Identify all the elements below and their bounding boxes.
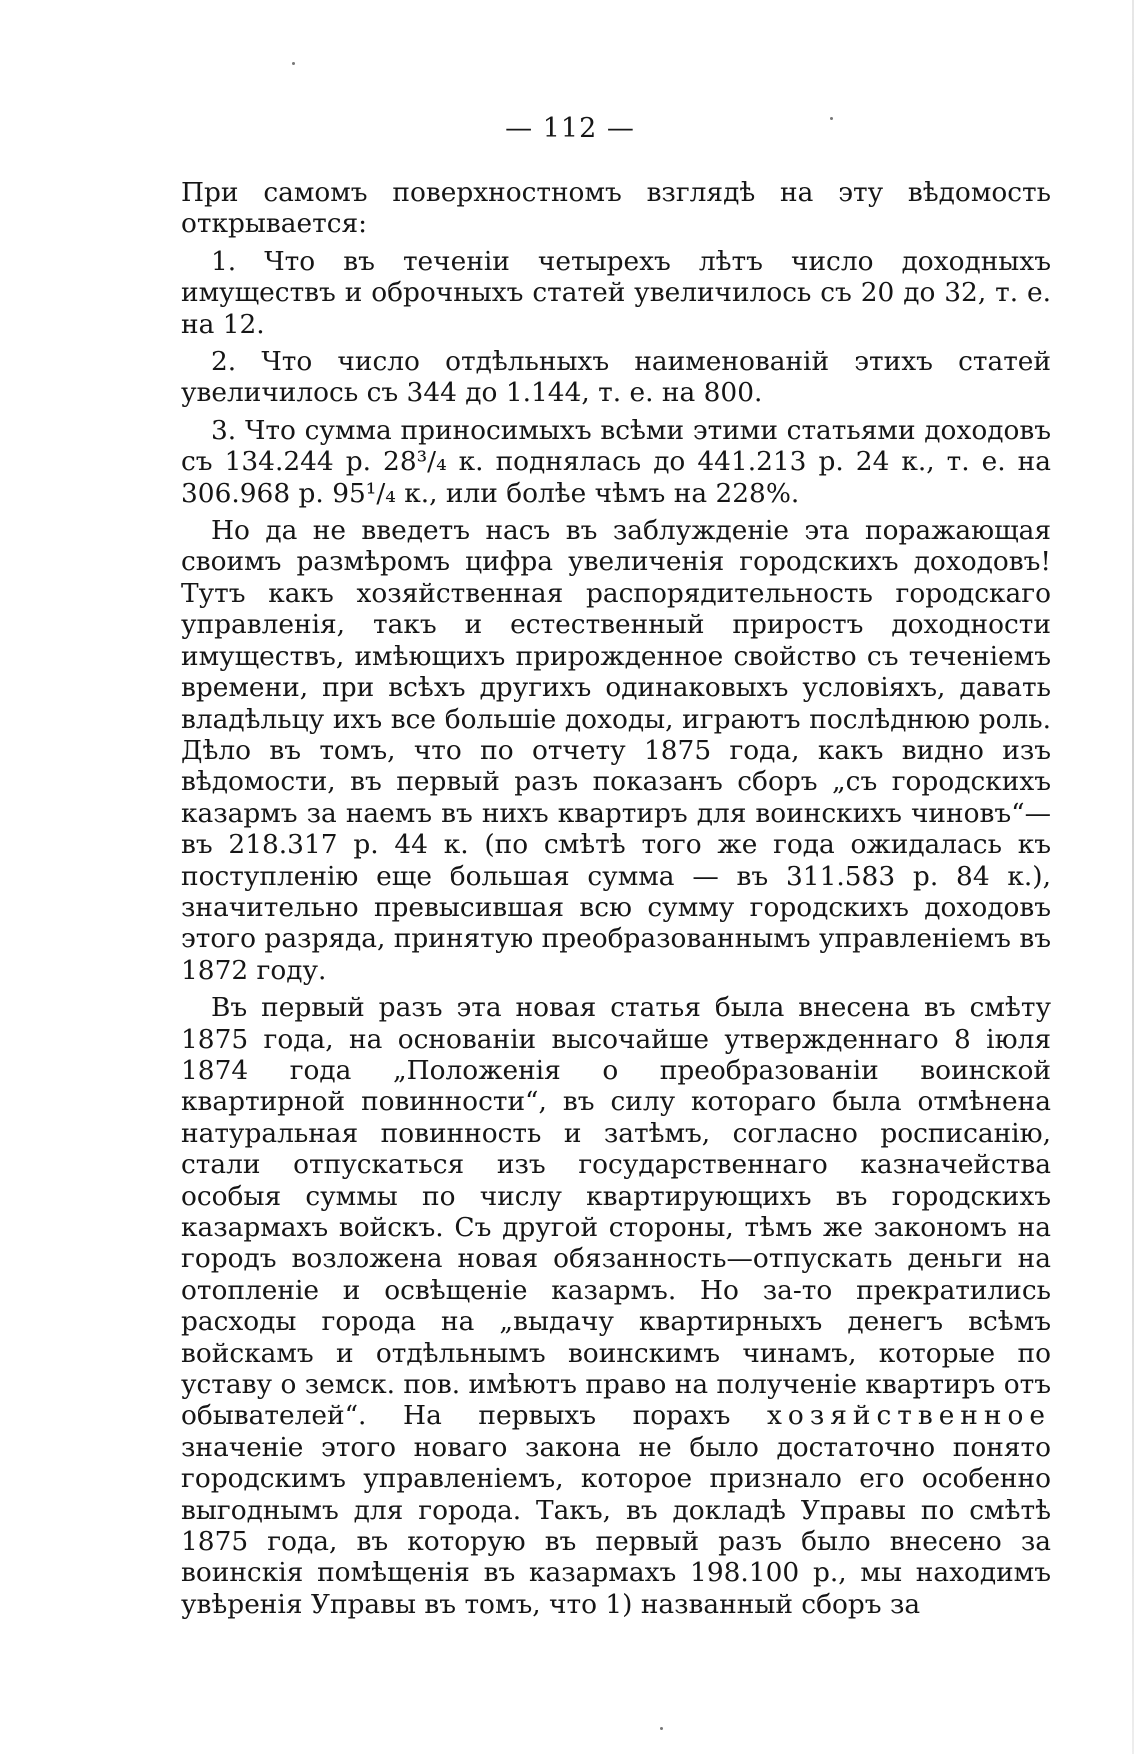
scan-edge-line [1132, 0, 1134, 1754]
paragraph-text: Въ первый разъ эта новая статья была внесена въ смѣту 1875 года, на основаніи высочайше утвержденнаго 8 іюля 1874 года „Положенія о преобразованіи воинской квартирной повинности“, въ силу котораго была отмѣнена натуральная повинность и затѣмъ, согласно росписанію, стали отпускаться изъ государственнаго казначейства особыя суммы по числу квартирующихъ въ городскихъ казармахъ войскъ. Съ другой стороны, тѣмъ же закономъ на городъ возложена новая обязанность—отпускать деньги на отопленіе и освѣщеніе казармъ. Но за-то прекратились расходы города на „выдачу квартирныхъ денегъ всѣмъ войскамъ и отдѣльнымъ воинскимъ чинамъ, которые по уставу о земск. пов. имѣютъ право на полученіе квартиръ отъ обывателей“. На первыхъ порахъ [181, 992, 1051, 1432]
body-text [181, 177, 1051, 1620]
scan-speck [660, 1727, 663, 1730]
paragraph-intro: При самомъ поверхностномъ взглядѣ на эту вѣдомость открывается: [181, 177, 1051, 240]
paragraph-new-article [181, 992, 1051, 1620]
page-number: — 112 — [505, 113, 635, 144]
emphasized-word: хозяйственное [767, 1400, 1051, 1432]
scan-speck [292, 62, 295, 65]
paragraph-city-revenue: Но да не введетъ насъ въ заблужденіе эта поражающая своимъ размѣромъ цифра увеличенія городскихъ доходовъ! Тутъ какъ хозяйственная распорядительность городскаго управленія, такъ и естественный приростъ доходности имуществъ, имѣющихъ прирожденное свойство съ теченіемъ времени, при всѣхъ другихъ одинаковыхъ условіяхъ, давать владѣльцу ихъ все большіе доходы, играютъ послѣднюю роль. Дѣло въ томъ, что по отчету 1875 года, какъ видно изъ вѣдомости, въ первый разъ показанъ сборъ „съ городскихъ казармъ за наемъ въ нихъ квартиръ для воинскихъ чиновъ“—въ 218.317 р. 44 к. (по смѣтѣ того же года ожидалась къ поступленію еще большая сумма — въ 311.583 р. 84 к.), значительно превысившая всю сумму городскихъ доходовъ этого разряда, принятую преобразованнымъ управленіемъ въ 1872 году. [181, 515, 1051, 986]
paragraph-point-2: 2. Что число отдѣльныхъ наименованій этихъ статей увеличилось съ 344 до 1.144, т. е. на 800. [181, 346, 1051, 409]
paragraph-point-1: 1. Что въ теченіи четырехъ лѣтъ число доходныхъ имуществъ и оброчныхъ статей увеличилось съ 20 до 32, т. е. на 12. [181, 245, 1051, 340]
paragraph-point-3: 3. Что сумма приносимыхъ всѣми этими статьями доходовъ съ 134.244 р. 28³/₄ к. поднялась до 441.213 р. 24 к., т. е. на 306.968 р. 95¹/₄ к., или болѣе чѣмъ на 228%. [181, 414, 1051, 509]
paragraph-text: значеніе этого новаго закона не было достаточно понято городскимъ управленіемъ, которое признало его особенно выгоднымъ для города. Такъ, въ докладѣ Управы по смѣтѣ 1875 года, въ которую въ первый разъ было внесено за воинскія помѣщенія въ казармахъ 198.100 р., мы находимъ увѣренія Управы въ томъ, что 1) названный сборъ за [181, 1431, 1051, 1620]
